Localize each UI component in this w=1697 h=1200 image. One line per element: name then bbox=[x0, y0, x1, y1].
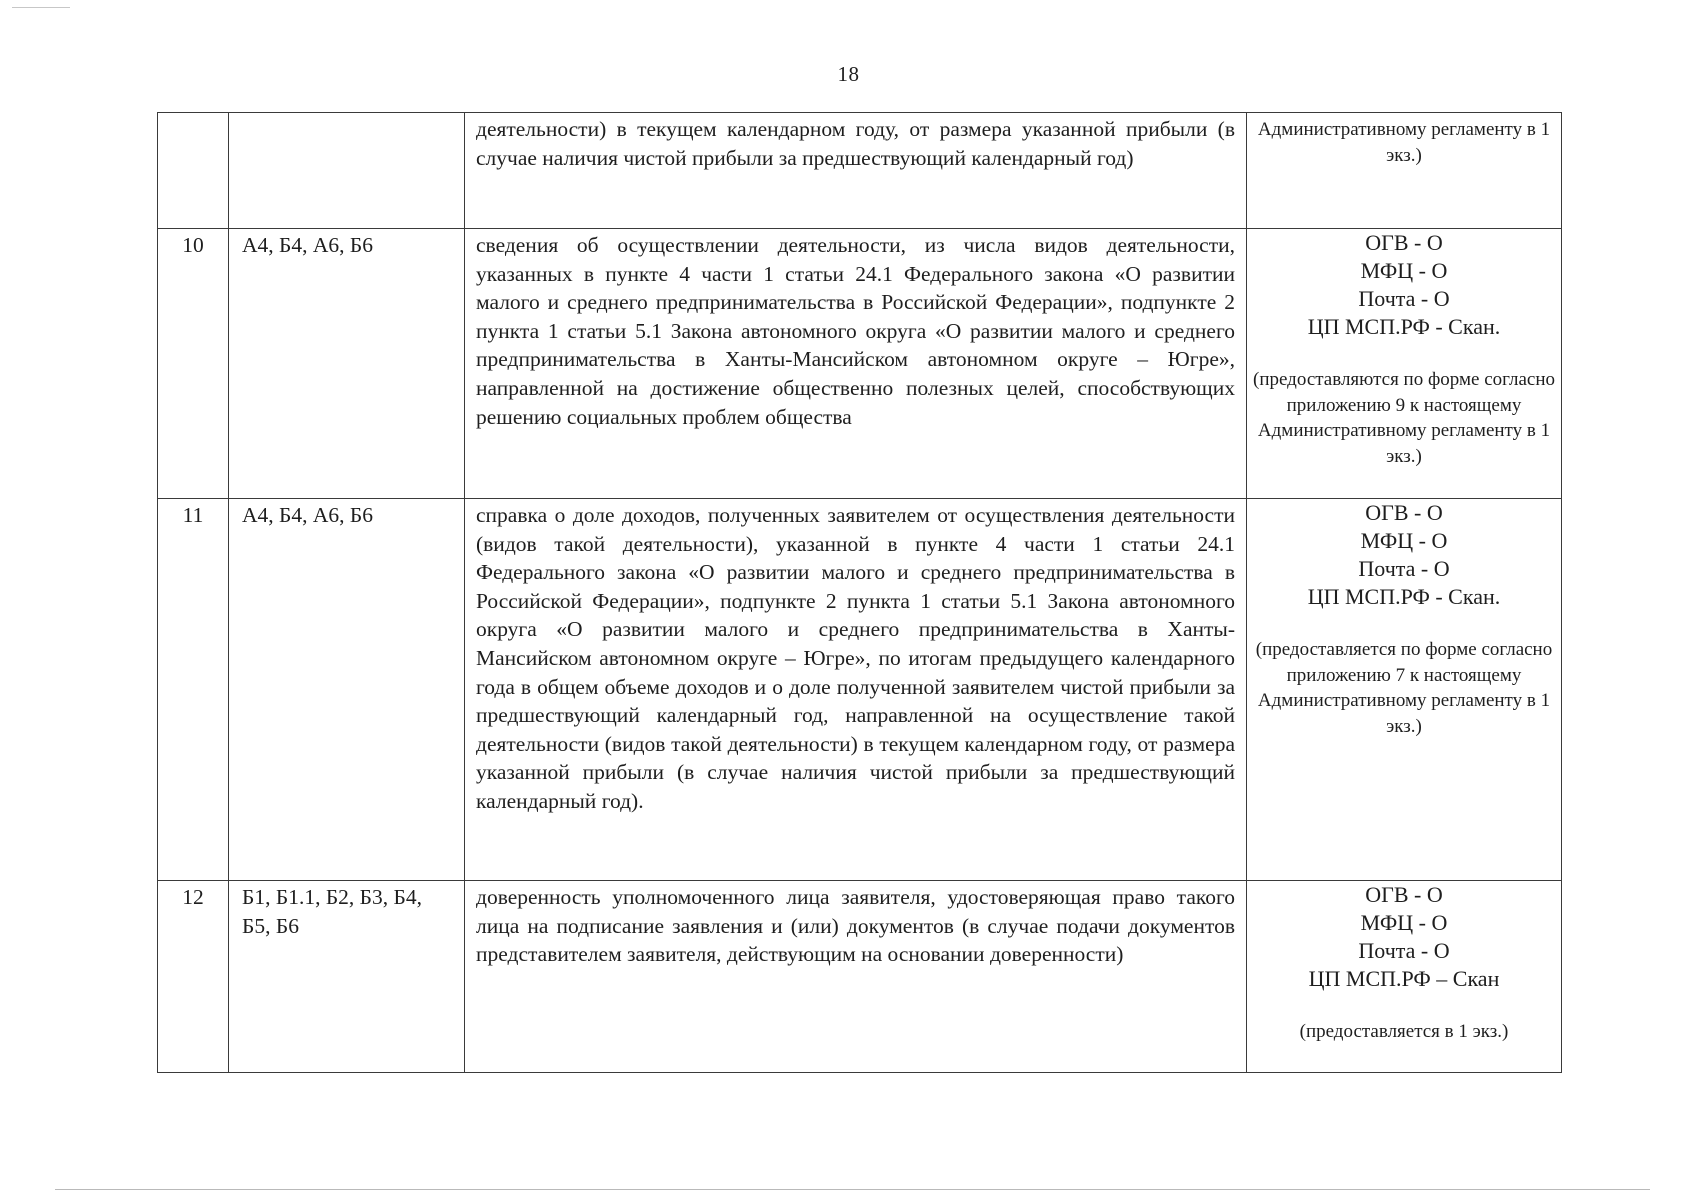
row-categories-cell: А4, Б4, А6, Б6 bbox=[229, 229, 465, 499]
row-methods-cell bbox=[1247, 229, 1562, 499]
row-methods-cell bbox=[1247, 113, 1562, 229]
method-note: (предоставляются по форме согласно приложению 9 к настоящему Административному регламенту в 1 экз.) bbox=[1253, 369, 1555, 467]
method-ogv: ОГВ - О bbox=[1365, 882, 1443, 907]
method-note: (предоставляется по форме согласно приложению 7 к настоящему Административному регламенту в 1 экз.) bbox=[1255, 639, 1553, 737]
row-number-cell: 11 bbox=[158, 499, 229, 881]
row-description-cell: деятельности) в текущем календарном году, от размера указанной прибыли (в случае наличия чистой прибыли за предшествующий календарный год) bbox=[465, 113, 1247, 229]
scan-bottom-edge bbox=[55, 1189, 1650, 1190]
method-note: Административному регламенту в 1 экз.) bbox=[1257, 119, 1551, 166]
row-categories-cell: А4, Б4, А6, Б6 bbox=[229, 499, 465, 881]
method-msp-portal: ЦП МСП.РФ - Скан. bbox=[1307, 584, 1501, 609]
method-ogv: ОГВ - О bbox=[1365, 500, 1443, 525]
method-mfc: МФЦ - О bbox=[1360, 258, 1448, 283]
method-msp-portal: ЦП МСП.РФ – Скан bbox=[1308, 966, 1500, 991]
method-ogv: ОГВ - О bbox=[1365, 230, 1443, 255]
table-row bbox=[158, 881, 1562, 1073]
method-post: Почта - О bbox=[1358, 556, 1450, 581]
row-description-cell: справка о доле доходов, полученных заявителем от осуществления деятельности (видов такой деятельности), указанной в пункте 4 части 1 статьи 24.1 Федерального закона «О развитии малого и среднего предпринимательства в Российской Федерации», подпункте 2 пункта 1 статьи 5.1 Закона автономного округа «О развитии малого и среднего предпринимательства в Ханты-Мансийском автономном округе – Югре», по итогам предыдущего календарного года в общем объеме доходов и о доле полученной заявителем чистой прибыли за предшествующий календарный год, направленной на осуществление такой деятельности (видов такой деятельности) в текущем календарном году, от размера указанной прибыли (в случае наличия чистой прибыли за предшествующий календарный год). bbox=[465, 499, 1247, 881]
page-number: 18 bbox=[837, 62, 860, 86]
row-description-cell: сведения об осуществлении деятельности, из числа видов деятельности, указанных в пункте 4 части 1 статьи 24.1 Федерального закона «О развитии малого и среднего предпринимательства в Российской Федерации», подпункте 2 пункта 1 статьи 5.1 Закона автономного округа «О развитии малого и среднего предпринимательства в Ханты-Мансийском автономном округе – Югре», направленной на достижение общественно полезных целей, способствующих решению социальных проблем общества bbox=[465, 229, 1247, 499]
method-msp-portal: ЦП МСП.РФ - Скан. bbox=[1307, 314, 1501, 339]
table-row bbox=[158, 499, 1562, 881]
row-description-cell: доверенность уполномоченного лица заявителя, удостоверяющая право такого лица на подписание заявления и (или) документов (в случае подачи документов представителем заявителя, действующим на основании доверенности) bbox=[465, 881, 1247, 1073]
row-categories-cell: Б1, Б1.1, Б2, Б3, Б4, Б5, Б6 bbox=[229, 881, 465, 1073]
row-methods-cell bbox=[1247, 499, 1562, 881]
row-categories-cell bbox=[229, 113, 465, 229]
method-mfc: МФЦ - О bbox=[1360, 528, 1448, 553]
row-number-cell: 10 bbox=[158, 229, 229, 499]
method-note: (предоставляется в 1 экз.) bbox=[1299, 1021, 1509, 1042]
method-post: Почта - О bbox=[1358, 286, 1450, 311]
table-row bbox=[158, 229, 1562, 499]
row-number-cell bbox=[158, 113, 229, 229]
method-post: Почта - О bbox=[1358, 938, 1450, 963]
row-number-cell: 12 bbox=[158, 881, 229, 1073]
documents-table bbox=[157, 112, 1562, 1073]
table-row-continuation bbox=[158, 113, 1562, 229]
scan-speck bbox=[12, 7, 70, 8]
row-methods-cell bbox=[1247, 881, 1562, 1073]
method-mfc: МФЦ - О bbox=[1360, 910, 1448, 935]
